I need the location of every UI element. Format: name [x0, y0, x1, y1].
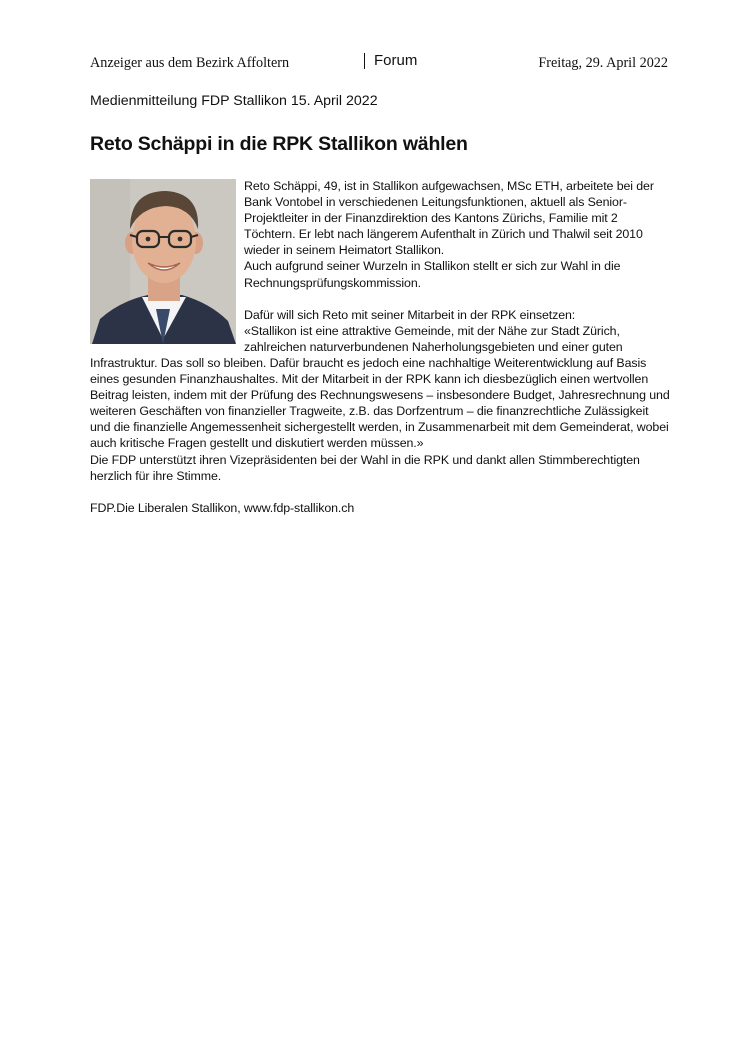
paragraph-candidacy: Auch aufgrund seiner Wurzeln in Stallikon stellt er sich zur Wahl in die Rechnungsprüfungskommission.	[244, 259, 621, 290]
paragraph-quote: «Stallikon ist eine attraktive Gemeinde, mit der Nähe zur Stadt Zürich, zahlreichen naturverbundenen Naherholungsgebieten und einer guten Infrastruktur. Das soll so bleiben. Dafür braucht es jedoch eine nachhaltige Weiterentwicklung auf Basis eines gesunden Finanzhaushaltes. Mit der Mitarbeit in der RPK kann ich diesbezüglich einen wertvollen Beitrag leisten, indem mit der Prüfung des Rechnungswesens – insbesondere Budget, Jahresrechnung und weiteren Geschäften von finanzieller Tragweite, z.B. das Dorfzentrum – die finanzrechtliche Zulässigkeit und die finanzielle Angemessenheit sichergestellt werden, in Zusammenarbeit mit dem Gemeinderat, wobei auch kritische Fragen gestellt und diskutiert werden müssen.»	[90, 323, 670, 451]
signature-line: FDP.Die Liberalen Stallikon, www.fdp-stallikon.ch	[90, 500, 355, 515]
portrait-photo-icon	[90, 179, 236, 344]
page-header	[90, 54, 668, 74]
paragraph-bio: Reto Schäppi, 49, ist in Stallikon aufgewachsen, MSc ETH, arbeitete bei der Bank Vontobel in verschiedenen Leitungsfunktionen, aktuell als Senior-Projektleiter in der Finanzdirektion des Kantons Zürichs, Familie mit 2 Töchtern. Er lebt nach längerem Aufenthalt in Zürich und Thalwil seit 2010 wieder in seinem Heimatort Stallikon.	[244, 179, 654, 258]
section-label: Forum	[364, 53, 417, 69]
article-body	[90, 178, 670, 516]
press-release-line: Medienmitteilung FDP Stallikon 15. April 2022	[90, 93, 378, 109]
publication-name: Anzeiger aus dem Bezirk Affoltern	[90, 55, 290, 71]
article-headline: Reto Schäppi in die RPK Stallikon wählen	[90, 133, 468, 155]
issue-date: Freitag, 29. April 2022	[538, 55, 668, 71]
paragraph-intro-quote: Dafür will sich Reto mit seiner Mitarbeit in der RPK einsetzen:	[244, 307, 576, 322]
paragraph-closing: Die FDP unterstützt ihren Vizepräsidenten bei der Wahl in die RPK und dankt allen Stimmberechtigten herzlich für ihre Stimme.	[90, 452, 640, 483]
